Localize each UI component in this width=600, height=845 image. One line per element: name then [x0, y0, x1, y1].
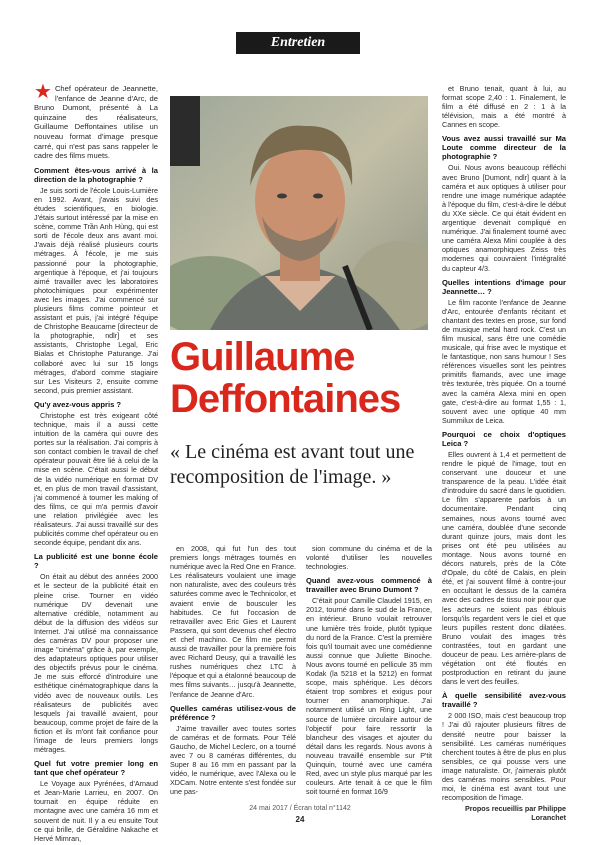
column-3 [306, 544, 432, 798]
answer-paragraph: 2 000 ISO, mais c'est beaucoup trop ! J'ai dû rajouter plusieurs filtres de densité neutre pour baisser la sensibilité. Les caméras numériques cherchent toutes à être de plus en plus sensibles, ce qui pousse vers une image naturaliste. Or, j'aimerais plutôt des caméras moins sensibles. Pour moi, le cinéma est avant tout une recomposition de l'image. [442, 711, 566, 803]
intro-paragraph: ★ Chef opérateur de Jeannette, l'enfance de Jeanne d'Arc, de Bruno Dumont, présenté à La quinzaine des réalisateurs, Guillaume Deffontaines utilise un nouveau format d'image presque carré, qui n'est pas sans rappeler le cadre des films muets. [34, 81, 158, 161]
answer-paragraph: Christophe est très exigeant côté technique, mais il a aussi cette intuition de la caméra qui ouvre des portes sur la réalisation. J'ai compris à son contact combien le travail de chef opérateur pouvait être lié à celui de la mise en scène. C'était aussi le début de la vidéo numérique en format DV et, en plus de mon travail d'assistant, j'ai commencé à tourner les making of des films, ce qui m'a permis d'avoir une relation privilégiée avec les réalisateurs. J'ai aussi travaillé sur des publicités comme chef opérateur ou en seconde équipe, pendant dix ans. [34, 410, 158, 548]
answer-paragraph: On était au début des années 2000 et le secteur de la publicité était en pleine crise. Tourner en vidéo numérique DV devenait une alternative crédible, notamment au début de la diffusion des vidéos sur Internet. J'ai utilisé ma connaissance des caméras DV pour proposer une image "cinéma" grâce à, par exemple, des adaptateurs optiques pour utiliser des objectifs prévus pour le cinéma. Je me suis efforcé d'introduire une esthétique cinématographique dans la vidéo avec de nouveaux outils. Les réalisateurs de publicités avec lesquels j'ai travaillé avaient, pour beaucoup, comme projet de faire de la fiction et ils m'ont fait confiance pour l'image de leurs premiers longs métrages. [34, 572, 158, 755]
question-heading: Quel fut votre premier long en tant que chef opérateur ? [34, 759, 158, 778]
pull-quote: « Le cinéma est avant tout une recomposition de l'image. » [170, 441, 415, 488]
question-heading: Quand avez-vous commencé à travailler avec Bruno Dumont ? [306, 576, 432, 595]
column-2-body [170, 544, 296, 796]
column-1 [34, 81, 158, 845]
answer-paragraph: J'aime travailler avec toutes sortes de caméras et de formats. Pour Télé Gaucho, de Michel Leclerc, on a tourné avec 7 ou 8 caméras différentes, du Super 8 au 16 mm en passant par la vidéo, le numérique, avec l'Alexa ou le XDCam. Notre entente s'est fondée sur une pas- [170, 723, 296, 797]
answer-paragraph: Je suis sorti de l'école Louis-Lumière en 1992. Avant, j'avais suivi des études scientifiques, en biologie. J'étais surtout intéressé par la mise en scène, comme Trần Anh Hùng, qui est sorti de l'école deux ans avant moi. J'avais déjà réalisé plusieurs courts métrages. À l'école, je me suis passionné pour la photographie, argentique à l'époque, et j'ai toujours aimé travailler avec les laboratoires photochimiques pour expérimenter avec les images. J'ai commencé sur plusieurs films comme pointeur et assistant et puis, j'ai intégré l'équipe de Christophe Beaucarne [directeur de la photographie, ndlr] et ses assistants, Christophe Legal, Eric Bialas et Christophe Paturange. J'ai collaboré avec lui sur 15 longs métrages, d'abord comme stagiaire sur Les Visiteurs 2, ensuite comme second, puis premier assistant. [34, 185, 158, 395]
column-4-body [442, 84, 566, 802]
portrait-photo [170, 96, 428, 330]
question-heading: Quelles caméras utilisez-vous de préférence ? [170, 703, 296, 722]
section-rubric: Entretien [236, 32, 360, 54]
answer-paragraph: sion commune du cinéma et de la volonté d'utiliser les nouvelles technologies. [306, 544, 432, 572]
question-heading: Pourquoi ce choix d'optiques Leica ? [442, 429, 566, 448]
answer-paragraph: Le film raconte l'enfance de Jeanne d'Arc, entourée d'enfants récitant et chantant des textes en prose, sur fond de musique metal hard rock. C'est un film musical, sans être une comédie musicale, qui frise avec le mystique et le fantastique, non sans humour ! Ses références visuelles sont les peintres primitifs flamands, avec une image très texturée, très piquée. On a tourné avec la caméra Alexa mini en open gate, c'est-à-dire au format 1,55 : 1, souvent avec une optique 40 mm Summilux de Leica. [442, 297, 566, 425]
column-4 [442, 84, 566, 822]
answer-paragraph: C'était pour Camille Claudel 1915, en 2012, tourné dans le sud de la France, en intérieur. Bruno voulait retrouver une lumière très froide, plutôt typique du nord de la France. C'est la première fois qu'il tournait avec une comédienne aussi connue que Juliette Binoche. Nous avons tourné en pellicule 35 mm Kodak (la 5218 et la 5212) en format scope, mais sphérique. Les décors étaient trop sombres et exigus pour tourner en anamorphique. J'ai notamment utilisé un Ring Light, une source de lumière circulaire autour de l'objectif pour faire ressortir la blancheur des visages et ajouter du détail dans les regards. Nous avons à nouveau travaillé ensemble sur P'tit Quinquin, tourné avec une caméra Red, avec un style plus marqué par les couleurs. Arte tenait à ce que le film soit tourné en format 16/9 [306, 596, 432, 797]
page-number: 24 [295, 815, 305, 824]
column-2 [170, 544, 296, 798]
author-signature: Propos recueillis par Philippe Loranchet [464, 804, 566, 823]
question-heading: À quelle sensibilité avez-vous travaillé ? [442, 691, 566, 710]
issue-footer: 24 mai 2017 / Écran total n°1142 [249, 805, 351, 812]
column-3-body [306, 544, 432, 796]
question-heading: Comment êtes-vous arrivé à la direction de la photographie ? [34, 165, 158, 184]
question-heading: Quelles intentions d'image pour Jeannette… ? [442, 277, 566, 296]
interviewee-name: Guillaume Deffontaines [170, 335, 401, 421]
answer-paragraph: Le Voyage aux Pyrénées, d'Arnaud et Jean-Marie Larrieu, en 2007. On tournait en équipe réduite en montagne avec une caméra 16 mm et souvent de nuit. Il y a eu ensuite Tout ce qui brille, de Géraldine Nakache et Hervé Mimran, [34, 779, 158, 843]
answer-paragraph: Elles ouvrent à 1,4 et permettent de rendre le piqué de l'image, tout en conservant une douceur et une transparence de la peau. L'idée était d'introduire du sacré dans le quotidien. Le film s'apparente parfois à un documentaire. Pendant cinq semaines, nous avons tourné avec une caméra, doublée d'une seconde durant quinze jours, mais dont les prises ont été peu utilisées au montage. Nous avons tourné en décors naturels, près de la Côte d'Opale, du côté de Calais, en plein été, et j'ai souvent filmé à contre-jour en occultant le dessus de la caméra avec des cadres de tissu noir pour que les acteurs ne soient pas éblouis lorsqu'ils regardent vers le ciel et que leurs pupilles restent donc dilatées. Bruno voulait des images très contrastées, tout en gardant une douceur de peau. Les arrière-plans de végétation ont été floutés en postproduction en retirant du jaune dans le vert des feuilles. [442, 449, 566, 687]
answer-paragraph: et Bruno tenait, quant à lui, au format scope 2,40 : 1. Finalement, le film a été diffusé en 2 : 1 à la télévision, mais a été montré à Cannes en scope. [442, 84, 566, 130]
star-icon: ★ [34, 81, 52, 103]
question-heading: Qu'y avez-vous appris ? [34, 399, 122, 409]
question-heading: La publicité est une bonne école ? [34, 552, 158, 571]
answer-paragraph: Oui. Nous avons beaucoup réfléchi avec Bruno [Dumont, ndlr] quant à la caméra et aux optiques à utiliser pour rendre une image numérique adaptée à l'époque du film, c'est-à-dire le début du XXe siècle. Ce qui était évident en argentique devenait compliqué en numérique. J'ai finalement tourné avec une caméra Alexa Mini couplée à des optiques anamorphiques Zeiss très modernes qui couvraient l'intégralité du capteur 4/3. [442, 163, 566, 273]
answer-paragraph: en 2008, qui fut l'un des tout premiers longs métrages tournés en numérique avec la Red One en France. Les réalisateurs voulaient une image non naturaliste, avec des couleurs très saturées comme avec le Technicolor, et avaient envie de bousculer les habitudes. Ce fut l'occasion de retravailler avec Eric Gies et Laurent Passera, qui sont devenus chef électro et chef machino. Ce film me permit aussi de travailler pour la première fois avec Richard Deusy, qui a travaillé les rushes numériques chez LTC à l'époque et qui a étalonné beaucoup de mes films suivants… jusqu'à Jeannette, l'enfance de Jeanne d'Arc. [170, 544, 297, 699]
question-heading: Vous avez aussi travaillé sur Ma Loute comme directeur de la photographie ? [442, 134, 566, 162]
column-1-body [34, 166, 158, 843]
